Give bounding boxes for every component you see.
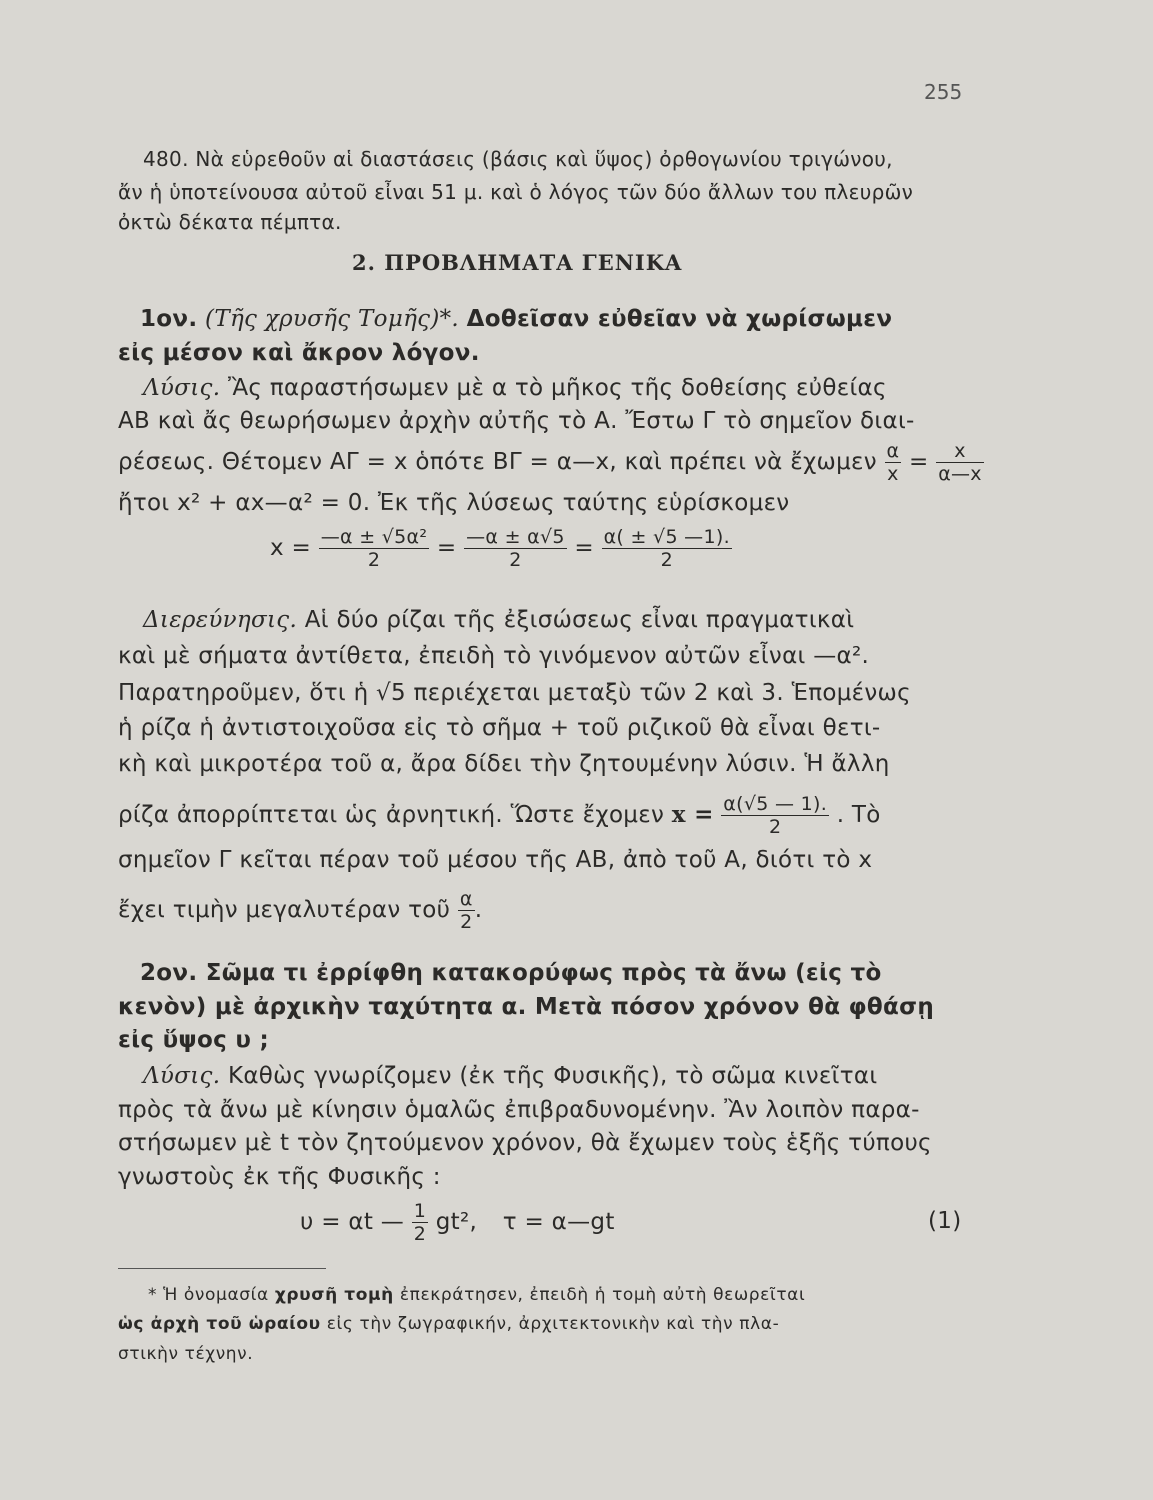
ratio-left-num: α — [886, 440, 900, 462]
discussion-line2: καὶ μὲ σήματα ἀντίθετα, ἐπειδὴ τὸ γινόμενον αὐτῶν εἶναι —α². — [118, 643, 870, 669]
page-number: 255 — [924, 80, 963, 104]
problem-1-subtitle: (Τῆς χρυσῆς Τομῆς)*. — [205, 306, 460, 332]
equation-left: υ = αt — — [300, 1209, 405, 1235]
formula-frac-1 — [319, 526, 430, 571]
problem-2-solution-line1 — [143, 1063, 877, 1089]
half-frac — [458, 888, 475, 933]
ratio-right-den: α—x — [938, 463, 982, 485]
problem-1-heading — [140, 306, 892, 332]
problem-2-number: 2ον. — [140, 960, 198, 986]
footnote-line3: στικὴν τέχνην. — [118, 1344, 254, 1364]
problem-480-line1: 480. Νὰ εὑρεθοῦν αἱ διαστάσεις (βάσις καὶ ὕψος) ὀρθογωνίου τριγώνου, — [143, 147, 893, 171]
equation-mid: gt², — [435, 1209, 478, 1235]
formula-lhs: x = — [270, 535, 312, 561]
section-title: 2. ΠΡΟΒΛΗΜΑΤΑ ΓΕΝΙΚΑ — [352, 250, 683, 275]
discussion-line6 — [118, 793, 881, 838]
frac-2-num: —α ± α√5 — [466, 526, 565, 548]
problem-1-statement-cont: εἰς μέσον καὶ ἄκρον λόγον. — [118, 340, 480, 366]
discussion-line3: Παρατηροῦμεν, ὅτι ἡ √5 περιέχεται μεταξὺ τῶν 2 καὶ 3. Ἑπομένως — [118, 680, 911, 706]
solution-label: Λύσις. — [143, 1063, 221, 1089]
problem-2-statement: Σῶμα τι ἐρρίφθη κατακορύφως πρὸς τὰ ἄνω (εἰς τὸ — [205, 960, 882, 986]
problem-2-statement-line2: κενὸν) μὲ ἀρχικὴν ταχύτητα α. Μετὰ πόσον χρόνον θὰ φθάσῃ — [118, 994, 935, 1020]
half-den: 2 — [460, 911, 473, 933]
footnote-star: * — [148, 1285, 158, 1305]
ratio-eq: = — [908, 449, 929, 475]
discussion-line4: ἡ ρίζα ἡ ἀντιστοιχοῦσα εἰς τὸ σῆμα + τοῦ ριζικοῦ θὰ εἶναι θετι- — [118, 715, 881, 741]
result-lhs: x = — [671, 801, 714, 828]
footnote-text: ἐπεκράτησεν, ἐπειδὴ ἡ τομὴ αὐτὴ θεωρεῖται — [399, 1285, 806, 1305]
solution-text: ρέσεως. Θέτομεν ΑΓ = x ὁπότε ΒΓ = α—x, καὶ πρέπει νὰ ἔχωμεν — [118, 449, 877, 475]
solution-text: Ἂς παραστήσωμεν μὲ α τὸ μῆκος τῆς δοθείσης εὐθείας — [227, 375, 887, 401]
frac-3-num: α( ± √5 —1). — [603, 526, 730, 548]
footnote-text: εἰς τὴν ζωγραφικήν, ἀρχιτεκτονικὴν καὶ τὴν πλα- — [326, 1314, 780, 1334]
equation-right: τ = α—gt — [502, 1209, 615, 1235]
ratio-left — [885, 440, 902, 485]
formula-eq: = — [574, 535, 594, 561]
result-den: 2 — [768, 816, 782, 838]
result-num: α(√5 — 1). — [723, 793, 828, 815]
footnote-bold: ὡς ἀρχὴ τοῦ ὡραίου — [118, 1314, 321, 1334]
problem-2-heading — [140, 960, 882, 986]
frac-1-num: —α ± √5α² — [320, 526, 428, 548]
discussion-text: ἔχει τιμὴν μεγαλυτέραν τοῦ — [118, 897, 451, 923]
frac-1-den: 2 — [367, 549, 381, 571]
discussion-line7: σημεῖον Γ κεῖται πέραν τοῦ μέσου τῆς ΑΒ, ἀπὸ τοῦ Α, διότι τὸ x — [118, 847, 873, 873]
problem-480-line2: ἄν ἡ ὑποτείνουσα αὐτοῦ εἶναι 51 μ. καὶ ὁ λόγος τῶν δύο ἄλλων του πλευρῶν — [118, 180, 914, 204]
half-num: α — [459, 888, 473, 910]
formula-x — [270, 526, 732, 571]
footnote-bold: χρυσῆ τομὴ — [274, 1285, 394, 1305]
solution-text: Καθὼς γνωρίζομεν (ἐκ τῆς Φυσικῆς), τὸ σῶμα κινεῖται — [227, 1063, 878, 1089]
problem-1-solution-line2: ΑΒ καὶ ἄς θεωρήσωμεν ἀρχὴν αὐτῆς τὸ Α. Ἔστω Γ τὸ σημεῖον διαι- — [118, 408, 915, 434]
discussion-line1 — [143, 607, 854, 633]
frac-2-den: 2 — [509, 549, 522, 571]
formula-eq: = — [436, 535, 457, 561]
footnote-text: Ἡ ὀνομασία — [163, 1285, 269, 1305]
problem-2-solution-line4: γνωστοὺς ἐκ τῆς Φυσικῆς : — [118, 1164, 441, 1190]
discussion-line8 — [118, 888, 482, 933]
problem-1-solution-line3 — [118, 440, 984, 485]
problem-1-number: 1ον. — [140, 306, 198, 332]
problem-1-solution-line1 — [143, 375, 887, 401]
footnote-line2 — [118, 1314, 779, 1334]
equation-number: (1) — [928, 1208, 962, 1234]
problem-2-statement-line3: εἰς ὕψος υ ; — [118, 1027, 269, 1053]
formula-frac-3 — [602, 526, 732, 571]
solution-label: Λύσις. — [143, 375, 221, 401]
discussion-label: Διερεύνησις. — [143, 607, 298, 633]
footnote-line1 — [148, 1285, 805, 1305]
equation-frac-den: 2 — [413, 1223, 427, 1245]
problem-1-solution-line4: ἤτοι x² + αx—α² = 0. Ἐκ τῆς λύσεως ταύτης εὑρίσκομεν — [118, 490, 790, 516]
ratio-right-num: x — [936, 440, 984, 463]
frac-3-den: 2 — [660, 549, 673, 571]
problem-1-statement: Δοθεῖσαν εὐθεῖαν νὰ χωρίσωμεν — [466, 306, 893, 332]
discussion-text: Αἱ δύο ρίζαι τῆς ἐξισώσεως εἶναι πραγματικαὶ — [304, 607, 855, 633]
problem-480-line3: ὀκτὼ δέκατα πέμπτα. — [118, 210, 342, 234]
problem-2-solution-line3: στήσωμεν μὲ t τὸν ζητούμενον χρόνον, θὰ ἔχωμεν τοὺς ἑξῆς τύπους — [118, 1130, 932, 1156]
ratio-left-den: x — [887, 463, 899, 485]
result-frac — [721, 793, 829, 838]
discussion-line5: κὴ καὶ μικροτέρα τοῦ α, ἄρα δίδει τὴν ζητουμένην λύσιν. Ἡ ἄλλη — [118, 751, 890, 777]
equation-1 — [300, 1200, 615, 1245]
half-after: . — [474, 897, 483, 923]
equation-frac-num: 1 — [413, 1200, 427, 1222]
equation-frac — [412, 1200, 428, 1245]
footnote-rule — [118, 1268, 326, 1269]
result-after: . Τὸ — [836, 802, 881, 828]
ratio-right — [936, 440, 984, 485]
formula-frac-2 — [464, 526, 567, 571]
discussion-text: ρίζα ἀπορρίπτεται ὡς ἀρνητική. Ὥστε ἔχομεν — [118, 802, 665, 828]
problem-2-solution-line2: πρὸς τὰ ἄνω μὲ κίνησιν ὁμαλῶς ἐπιβραδυνομένην. Ἂν λοιπὸν παρα- — [118, 1097, 920, 1123]
